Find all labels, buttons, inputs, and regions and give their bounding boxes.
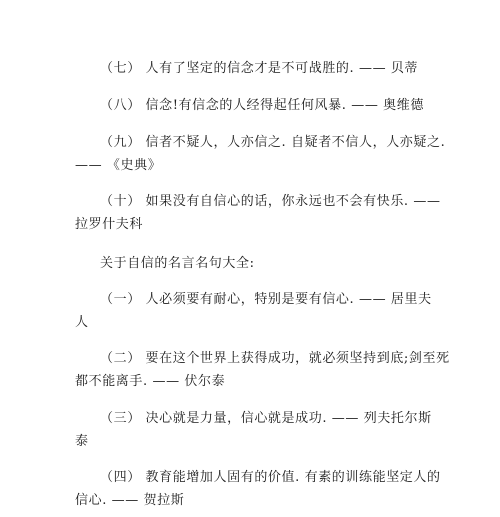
paragraph-line: （二） 要在这个世界上获得成功，就必须坚持到底;剑至死: [100, 351, 450, 366]
paragraph-line: （九） 信者不疑人，人亦信之. 自疑者不信人，人亦疑之.: [100, 135, 446, 150]
quote-paragraph-1: [75, 288, 445, 334]
paragraph-line: 都不能离手. —— 伏尔泰: [75, 374, 226, 389]
paragraph-line: （三） 决心就是力量，信心就是成功. —— 列夫托尔斯: [100, 411, 432, 426]
paragraph-line: 拉罗什夫科: [75, 217, 144, 232]
paragraph-line: （七） 人有了坚定的信念才是不可战胜的. —— 贝蒂: [100, 61, 419, 76]
quote-paragraph-3: [75, 407, 445, 453]
paragraph-line: （一） 人必须要有耐心，特别是要有信心. —— 居里夫: [100, 292, 432, 307]
paragraph-line: 泰: [75, 434, 89, 449]
paragraph-line: 关于自信的名言名句大全:: [100, 256, 255, 271]
quote-paragraph-7: [75, 57, 445, 80]
quote-paragraph-10: [75, 190, 445, 236]
quote-paragraph-2: [75, 347, 450, 393]
quote-paragraph-8: [75, 94, 445, 117]
paragraph-line: （四） 教育能增加人固有的价值. 有素的训练能坚定人的: [100, 470, 441, 485]
paragraph-line: 信心. —— 贺拉斯: [75, 493, 185, 508]
paragraph-line: 人: [75, 315, 89, 330]
quote-paragraph-9: [75, 131, 445, 177]
section-heading: [75, 252, 445, 275]
paragraph-line: —— 《史典》: [75, 158, 162, 173]
paragraph-line: （十） 如果没有自信心的话，你永远也不会有快乐. ——: [100, 194, 441, 209]
quote-paragraph-4: [75, 466, 445, 512]
paragraph-line: （八） 信念!有信念的人经得起任何风暴. —— 奥维德: [100, 98, 424, 113]
